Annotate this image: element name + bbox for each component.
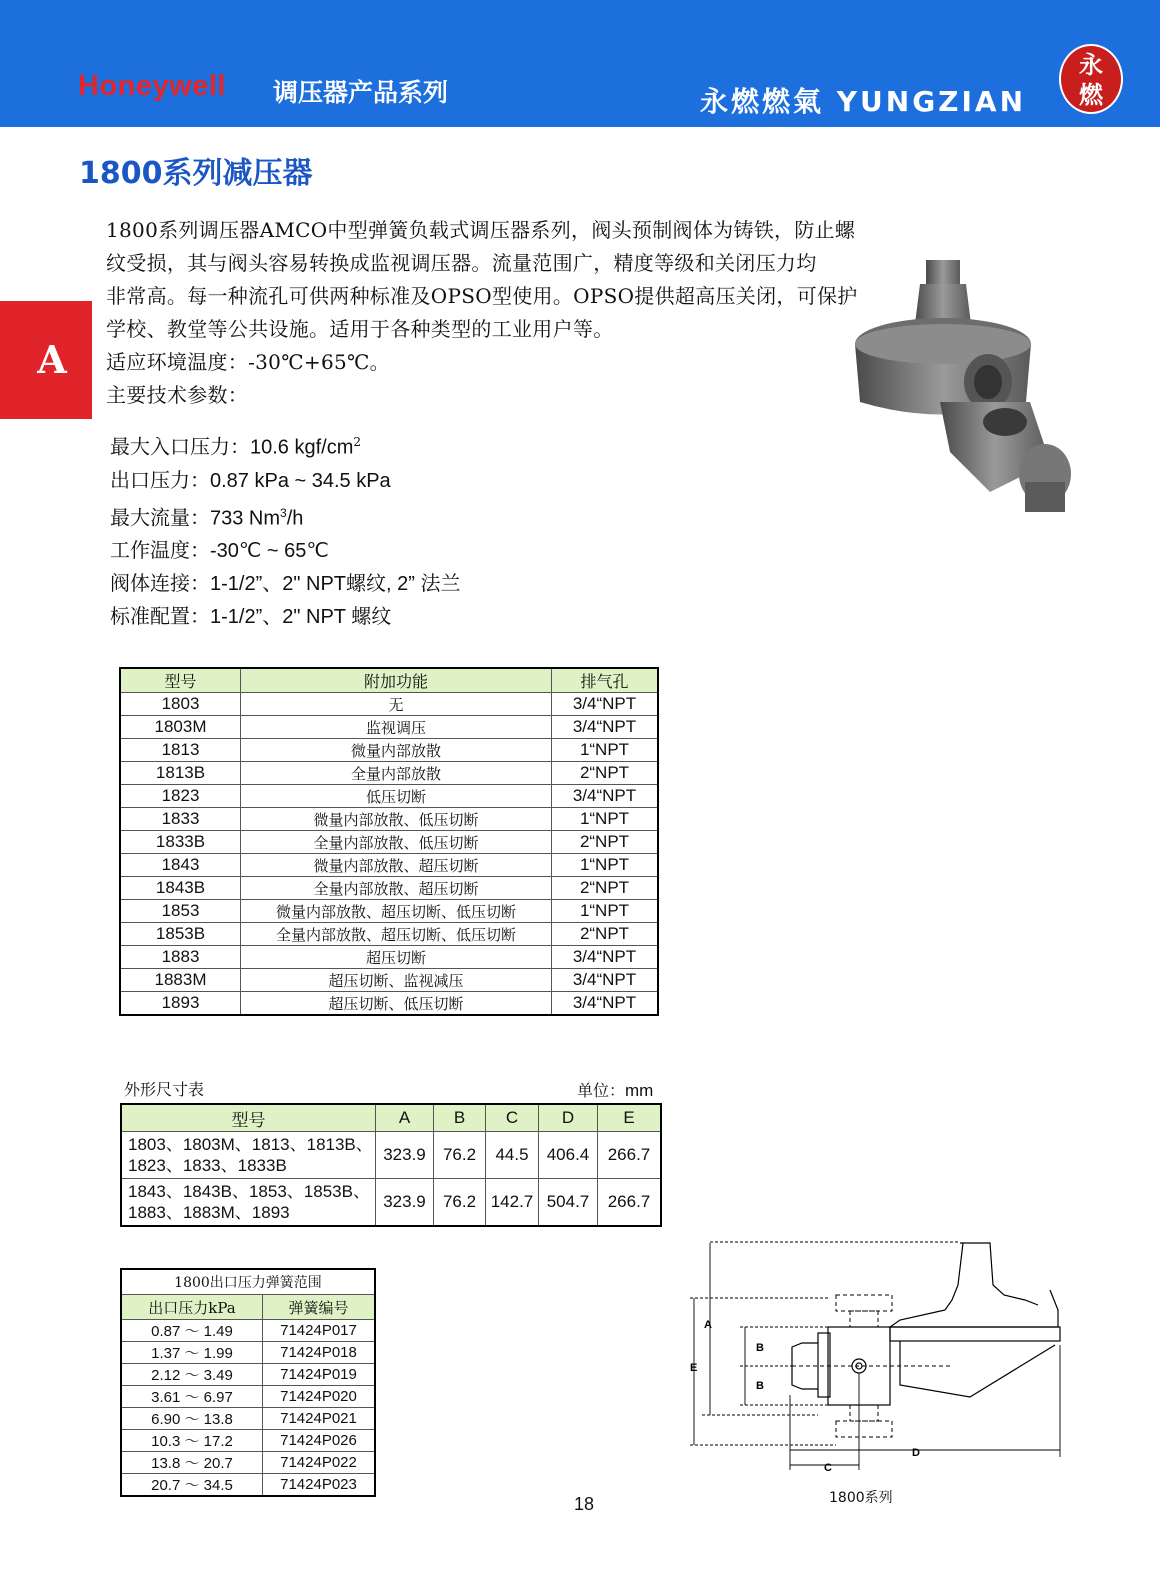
header-model: 型号 (120, 668, 241, 693)
table-row (120, 716, 658, 739)
spec-item: 最大入口压力：10.6 kgf/$cm^2$ (110, 434, 362, 459)
dimension-drawing (690, 1235, 1080, 1485)
table-row (120, 946, 658, 969)
table-row (120, 992, 658, 1016)
table-row (120, 762, 658, 785)
cell-pressure: 20.7 ～ 34.5 (121, 1474, 263, 1497)
seal-logo: 永 燃 (1059, 44, 1123, 114)
dim-label-b1: B (756, 1342, 764, 1354)
dim-table-unit: 单位：mm (577, 1081, 654, 1100)
spec-item: 阀体连接：1-1/2”、2" NPT螺纹, 2” 法兰 (110, 571, 461, 596)
cell-a: 323.9 (376, 1132, 434, 1179)
header-model: 型号 (121, 1104, 376, 1132)
table-row (121, 1452, 375, 1474)
dimension-table (120, 1103, 662, 1227)
cell-spring: 71424P026 (263, 1430, 376, 1452)
cell-function: 全量内部放散、低压切断 (241, 831, 552, 854)
dim-label-e: E (690, 1362, 698, 1374)
cell-function: 微量内部放散、超压切断 (241, 854, 552, 877)
cell-model: 1803 (120, 693, 241, 716)
table-row (121, 1430, 375, 1452)
cell-pressure: 10.3 ～ 17.2 (121, 1430, 263, 1452)
header-function: 附加功能 (241, 668, 552, 693)
intro-text (106, 214, 866, 412)
regulator-photo (840, 252, 1122, 527)
cell-function: 微量内部放散、超压切断、低压切断 (241, 900, 552, 923)
cell-models: 1843、1843B、1853、1853B、 1883、1883M、1893 (121, 1179, 376, 1227)
brand-logo: Honeywell (78, 70, 226, 102)
page-title: 1800系列减压器 (79, 156, 313, 191)
cell-model: 1803M (120, 716, 241, 739)
cell-c: 142.7 (486, 1179, 539, 1227)
table-row (120, 808, 658, 831)
table-row (120, 877, 658, 900)
cell-model: 1823 (120, 785, 241, 808)
cell-function: 监视调压 (241, 716, 552, 739)
table-row (121, 1320, 375, 1342)
cell-function: 低压切断 (241, 785, 552, 808)
spec-item: 最大流量：733 Nm$^3$/h (110, 505, 304, 530)
cell-model: 1843B (120, 877, 241, 900)
cell-model: 1833B (120, 831, 241, 854)
table-row (120, 854, 658, 877)
table-header-row (121, 1295, 375, 1320)
cell-vent: 3/4“NPT (552, 716, 659, 739)
table-row (120, 831, 658, 854)
dim-label-b2: B (756, 1380, 764, 1392)
cell-function: 微量内部放散 (241, 739, 552, 762)
cell-model: 1813B (120, 762, 241, 785)
cell-spring: 71424P019 (263, 1364, 376, 1386)
cell-c: 44.5 (486, 1132, 539, 1179)
cell-vent: 3/4“NPT (552, 992, 659, 1016)
drawing-caption: 1800系列 (829, 1490, 893, 1506)
header-c: C (486, 1104, 539, 1132)
intro-line: 非常高。每一种流孔可供两种标准及OPSO型使用。OPSO提供超高压关闭，可保护 (106, 284, 858, 308)
cell-pressure: 3.61 ～ 6.97 (121, 1386, 263, 1408)
table-row (121, 1474, 375, 1497)
cell-model: 1853 (120, 900, 241, 923)
cell-d: 504.7 (539, 1179, 598, 1227)
table-caption-row (121, 1269, 375, 1295)
cell-vent: 2“NPT (552, 831, 659, 854)
intro-line: 纹受损，其与阀头容易转换成监视调压器。流量范围广，精度等级和关闭压力均 (106, 251, 817, 275)
cell-vent: 3/4“NPT (552, 693, 659, 716)
cell-vent: 3/4“NPT (552, 785, 659, 808)
cell-e: 266.7 (598, 1179, 662, 1227)
header-d: D (539, 1104, 598, 1132)
spec-item: 标准配置：1-1/2”、2" NPT 螺纹 (110, 604, 392, 629)
table-row (120, 785, 658, 808)
cell-vent: 1“NPT (552, 854, 659, 877)
series-title: 调压器产品系列 (273, 78, 449, 107)
table-row (120, 969, 658, 992)
cell-function: 全量内部放散、超压切断、低压切断 (241, 923, 552, 946)
spring-table-caption: 1800出口压力弹簧范围 (121, 1269, 375, 1295)
table-row (121, 1342, 375, 1364)
cell-d: 406.4 (539, 1132, 598, 1179)
dim-label-c: C (824, 1462, 832, 1474)
dim-label-a: A (704, 1319, 712, 1331)
cell-vent: 2“NPT (552, 877, 659, 900)
intro-line: 主要技术参数： (106, 383, 249, 407)
cell-pressure: 6.90 ～ 13.8 (121, 1408, 263, 1430)
cell-model: 1883 (120, 946, 241, 969)
table-row (121, 1364, 375, 1386)
header-b: B (434, 1104, 486, 1132)
cell-function: 无 (241, 693, 552, 716)
header-vent: 排气孔 (552, 668, 659, 693)
cell-pressure: 13.8 ～ 20.7 (121, 1452, 263, 1474)
table-row (121, 1179, 661, 1227)
table-row (121, 1386, 375, 1408)
page-number: 18 (574, 1494, 595, 1514)
cell-a: 323.9 (376, 1179, 434, 1227)
cell-spring: 71424P018 (263, 1342, 376, 1364)
cell-vent: 1“NPT (552, 739, 659, 762)
cell-function: 微量内部放散、低压切断 (241, 808, 552, 831)
header-spring: 弹簧编号 (263, 1295, 376, 1320)
cell-spring: 71424P020 (263, 1386, 376, 1408)
dim-label-d: D (912, 1447, 920, 1459)
table-row (120, 923, 658, 946)
cell-function: 全量内部放散、超压切断 (241, 877, 552, 900)
header-e: E (598, 1104, 662, 1132)
cell-function: 全量内部放散 (241, 762, 552, 785)
table-row (121, 1132, 661, 1179)
cell-model: 1853B (120, 923, 241, 946)
cell-model: 1833 (120, 808, 241, 831)
cell-b: 76.2 (434, 1179, 486, 1227)
intro-line: 学校、教堂等公共设施。适用于各种类型的工业用户等。 (106, 317, 614, 341)
table-header-row (120, 668, 658, 693)
header-pressure: 出口压力kPa (121, 1295, 263, 1320)
cell-spring: 71424P023 (263, 1474, 376, 1497)
cell-pressure: 0.87 ～ 1.49 (121, 1320, 263, 1342)
cell-model: 1813 (120, 739, 241, 762)
model-table (119, 667, 659, 1016)
table-row (120, 739, 658, 762)
table-row (120, 693, 658, 716)
cell-vent: 2“NPT (552, 923, 659, 946)
cell-function: 超压切断、低压切断 (241, 992, 552, 1016)
cell-spring: 71424P017 (263, 1320, 376, 1342)
cell-model: 1883M (120, 969, 241, 992)
cell-pressure: 1.37 ～ 1.99 (121, 1342, 263, 1364)
intro-line: 适应环境温度：-30℃+65℃。 (106, 350, 390, 374)
cell-vent: 3/4“NPT (552, 946, 659, 969)
cell-b: 76.2 (434, 1132, 486, 1179)
cell-spring: 71424P022 (263, 1452, 376, 1474)
cell-function: 超压切断、监视减压 (241, 969, 552, 992)
company-name: 永燃燃氣 YUNGZIAN (700, 85, 1027, 118)
spec-item: 工作温度：-30℃ ~ 65℃ (110, 538, 329, 563)
header-a: A (376, 1104, 434, 1132)
cell-vent: 1“NPT (552, 900, 659, 923)
cell-spring: 71424P021 (263, 1408, 376, 1430)
spec-item: 出口压力：0.87 kPa ~ 34.5 kPa (110, 467, 391, 492)
cell-pressure: 2.12 ～ 3.49 (121, 1364, 263, 1386)
table-row (120, 900, 658, 923)
cell-vent: 1“NPT (552, 808, 659, 831)
spec-list (110, 426, 460, 633)
cell-model: 1843 (120, 854, 241, 877)
section-tab: A (0, 301, 92, 419)
cell-model: 1893 (120, 992, 241, 1016)
table-header-row (121, 1104, 661, 1132)
cell-vent: 2“NPT (552, 762, 659, 785)
cell-function: 超压切断 (241, 946, 552, 969)
intro-line: 1800系列调压器AMCO中型弹簧负载式调压器系列，阀头预制阀体为铸铁，防止螺 (106, 218, 856, 242)
cell-e: 266.7 (598, 1132, 662, 1179)
cell-vent: 3/4“NPT (552, 969, 659, 992)
table-row (121, 1408, 375, 1430)
dim-table-caption: 外形尺寸表 (124, 1080, 205, 1099)
cell-models: 1803、1803M、1813、1813B、 1823、1833、1833B (121, 1132, 376, 1179)
spring-table (120, 1268, 376, 1497)
